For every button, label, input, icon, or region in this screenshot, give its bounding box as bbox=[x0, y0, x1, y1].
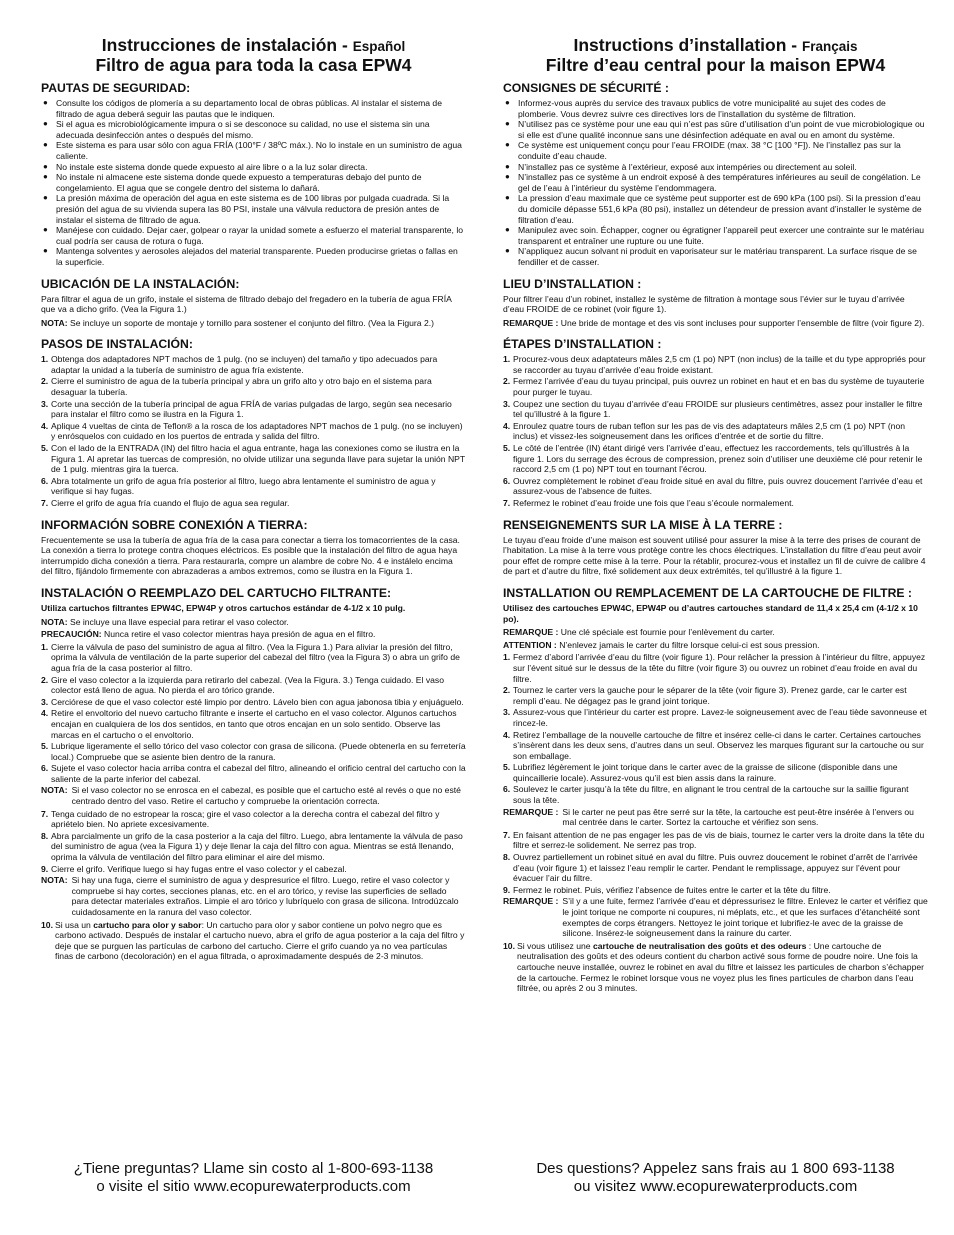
note-label: REMARQUE : bbox=[503, 317, 559, 328]
step-number: 3. bbox=[503, 398, 511, 409]
step-text: Obtenga dos adaptadores NPT machos de 1 pulg. (no se incluyen) del tamaño y tipo adecuados para adaptar la unidad a la tubería de suministro de agua fría existente. bbox=[51, 354, 438, 375]
step-number: 2. bbox=[41, 376, 49, 387]
ground-text: Frecuentemente se usa la tubería de agua fría de la casa para conectar a tierra los tomacorrientes de la casa. La conexión a tierra lo protege contra choques eléctricos. Es posible que la instalación del filtro de agua haya interrumpido dicha conexión a tierra. Para restaurarla, compre un alambre de cobre No. 4 e instálelo encima del filtro, fijándolo firmemente con abrazaderas a ambos extremos, como se ilustra en la Figura 1. bbox=[41, 534, 460, 577]
step-text: Abra totalmente un grifo de agua fría posterior al filtro, luego abra lentamente el suministro de agua y verifique si hay fugas. bbox=[51, 475, 436, 497]
cartridge-steps-continued bbox=[41, 809, 466, 875]
note-text: Si el vaso colector no se enrosca en el cabezal, es posible que el cartucho esté al revés o que no esté centrado dentro del vaso. Retire el cartucho y compruebe la orientación correcta. bbox=[71, 785, 461, 807]
step-item bbox=[41, 697, 466, 708]
cartridge-caution bbox=[503, 640, 928, 651]
step-text: Ouvrez complètement le robinet d’eau froide situé en aval du filtre, puis ouvrez doucement l’arrivée d’eau et assurez-vous de l’absence de fuites. bbox=[513, 475, 923, 497]
location-text: Para filtrar el agua de un grifo, instale el sistema de filtrado debajo del fregadero en la tubería de agua FRÍA que va a dicho grifo. (Vea la Figura 1.) bbox=[41, 293, 452, 315]
step-number: 7. bbox=[503, 498, 511, 508]
step-item bbox=[503, 885, 928, 896]
ground-heading: INFORMACIÓN SOBRE CONEXIÓN A TIERRA: bbox=[41, 517, 308, 532]
steps-heading: PASOS DE INSTALACIÓN: bbox=[41, 337, 193, 352]
step-item bbox=[503, 476, 928, 497]
step-item bbox=[503, 498, 928, 509]
step-text: Corte una sección de la tubería principal de agua FRÍA de varias pulgadas de largo, según sea necesario para instalar el filtro como se ilustra en la Figura 1. bbox=[51, 398, 452, 420]
step-text: Cierre la válvula de paso del suministro de agua al filtro. (Vea la Figura 1.) Para aliviar la presión del filtro, oprima la válvula de ventilación de la parte superior del cabezal del filtro (vea la Figura 3) o abra un grifo de agua fría de la casa posterior al filtro. bbox=[51, 641, 460, 673]
footer-website-line: o visite el sitio www.ecopurewaterproducts.com bbox=[96, 1178, 411, 1195]
title-language: Español bbox=[352, 39, 406, 54]
cartridge-caution bbox=[41, 629, 466, 640]
location-note bbox=[503, 318, 928, 329]
title-language: Français bbox=[801, 39, 858, 54]
step-text: Assurez-vous que l’intérieur du carter est propre. Lavez-le soigneusement avec de l’eau tiède savonneuse et rincez-le. bbox=[513, 707, 927, 728]
step-text: : Une cartouche de neutralisation des goûts et des odeurs contient du charbon activé sous forme de poudre noire. Une fois la cartouche neuve installée, ouvrez le robinet en aval du filtre et laissez les particules de charbon s’échapper de la cartouche. Fermez le robinet lorsque vous ne voyez plus les fines particules de charbon dans l’eau filtrée, ou après 2 ou 3 minutes. bbox=[517, 940, 925, 994]
step-item bbox=[41, 675, 466, 696]
step-text: Aplique 4 vueltas de cinta de Teflon® a la rosca de los adaptadores NPT machos de 1 pulg. (no se incluyen) y enrósquelos con cuidado en los puertos de entrada y salida del filtro. bbox=[51, 420, 463, 442]
cartridge-heading: INSTALACIÓN O REEMPLAZO DEL CARTUCHO FILTRANTE: bbox=[41, 585, 392, 600]
note-text: Se incluye un soporte de montaje y tornillo para sostener el conjunto del filtro. (Vea la Figura 2.) bbox=[69, 317, 434, 328]
step-item bbox=[41, 376, 466, 397]
step-item bbox=[41, 809, 466, 830]
french-column bbox=[503, 32, 928, 995]
note-text: Si hay una fuga, cierre el suministro de agua y despresurice el filtro. Luego, retire el vaso colector y compruebe si hay cortes, secciones planas, etc. en el aro tórico, y revise las superficies de sellado para detectar materiales extraños. Limpie el aro tórico y lubríquelo con grasa de silicona. Introdúzcalo cuidadosamente en la ranura del vaso colector. bbox=[71, 875, 459, 917]
step-item bbox=[41, 763, 466, 784]
step-number: 5. bbox=[41, 443, 49, 454]
step-text: Le côté de l’entrée (IN) étant dirigé vers l’arrivée d’eau, effectuez les raccordements, tels qu’illustrés à la figure 1. Lors du serrage des écrous de compression, prenez soin d’utiliser une deuxième clé pour retenir le raccord 2,5 cm (1 po) NPT tout en tournant l’écrou. bbox=[513, 443, 923, 475]
step-item bbox=[41, 498, 466, 509]
safety-item: ● No instale este sistema donde quede expuesto al aire libre o a la luz solar directa. bbox=[41, 162, 466, 173]
step-number: 5. bbox=[41, 741, 49, 752]
step-number: 5. bbox=[503, 443, 511, 454]
step-number: 2. bbox=[41, 674, 49, 685]
step-item bbox=[503, 685, 928, 706]
title-product: Filtre d’eau central pour la maison EPW4 bbox=[545, 55, 886, 75]
footer-website-line: ou visitez www.ecopurewaterproducts.com bbox=[573, 1178, 858, 1195]
contact-footer-es bbox=[41, 1160, 466, 1196]
step-number: 6. bbox=[41, 763, 49, 774]
step-number: 1. bbox=[41, 641, 49, 652]
step-item bbox=[41, 864, 466, 875]
caution-text: N’enlevez jamais le carter du filtre lorsque celui-ci est sous pression. bbox=[559, 639, 820, 650]
step-item bbox=[41, 399, 466, 420]
step-item bbox=[503, 707, 928, 728]
step-number: 6. bbox=[503, 475, 511, 486]
location-text: Pour filtrer l’eau d’un robinet, installez le système de filtration à montage sous l’évier sur le tuyau d’arrivée d’eau FROIDE de ce robinet (voir figure 1). bbox=[503, 293, 905, 315]
note-text: Se incluye una llave especial para retirar el vaso colector. bbox=[69, 616, 289, 627]
safety-item: ● Manipulez avec soin. Échapper, cogner ou égratigner l’appareil peut exercer une contrainte sur le matériau transparent et entraîner une rupture ou une fuite. bbox=[503, 225, 928, 246]
step-item bbox=[503, 421, 928, 442]
location-heading: LIEU D’INSTALLATION : bbox=[503, 276, 642, 291]
safety-item: ● Ce système est uniquement conçu pour l’eau FROIDE (max. 38 °C [100 °F]). Ne l’installez pas sur la conduite d’eau chaude. bbox=[503, 140, 928, 161]
cartridge-note bbox=[41, 617, 466, 628]
safety-item: ● Informez-vous auprès du service des travaux publics de votre municipalité au sujet des codes de plomberie. Vous devrez suivre ces directives lors de l’installation du système de filtration. bbox=[503, 98, 928, 119]
step-number: 10. bbox=[503, 940, 515, 951]
cartridge-step-10 bbox=[41, 920, 466, 962]
steps-heading: ÉTAPES D’INSTALLATION : bbox=[503, 337, 662, 352]
location-note bbox=[41, 318, 466, 329]
page-title-es bbox=[41, 36, 466, 75]
step-text: Coupez une section du tuyau d’arrivée d’eau FROIDE sur plusieurs centimètres, assez pour installer le filtre tel qu’illustré à la figure 1. bbox=[513, 398, 923, 420]
cartridge-steps bbox=[41, 642, 466, 785]
step-text: Tournez le carter vers la gauche pour le séparer de la tête (voir figure 3). Prenez garde, car le carter est rempli d’eau. Ne dégagez pas le grand joint torique. bbox=[513, 685, 907, 706]
step-item bbox=[41, 741, 466, 762]
step-number: 8. bbox=[503, 852, 511, 863]
step-item bbox=[41, 421, 466, 442]
note-label: NOTA: bbox=[41, 785, 68, 796]
safety-item: ● La presión máxima de operación del agua en este sistema es de 100 libras por pulgada cuadrada. Si la presión del agua de su vivienda supera las 80 PSI, instale una válvula reductora de presión antes de instalar el sistema de filtrado de agua. bbox=[41, 193, 466, 225]
step-emphasis: cartucho para olor y sabor bbox=[93, 919, 202, 930]
cartridge-subheading: Utilisez des cartouches EPW4C, EPW4P ou d’autres cartouches standard de 11,4 x 25,4 cm (4-1/2 x 10 po). bbox=[503, 602, 918, 624]
step-number: 9. bbox=[503, 884, 511, 895]
location-heading: UBICACIÓN DE LA INSTALACIÓN: bbox=[41, 276, 240, 291]
step-text: Lubrifiez légèrement le joint torique dans le carter avec de la graisse de silicone (disponible dans une quincaillerie locale). Assurez-vous qu’il est bien assis dans la rainure. bbox=[513, 762, 898, 783]
note-text: Une bride de montage et des vis sont incluses pour supporter l’ensemble de filtre (voir figure 2). bbox=[560, 317, 925, 328]
title-main: Instructions d’installation - bbox=[573, 35, 802, 55]
step-text: Abra parcialmente un grifo de la casa posterior a la caja del filtro. Luego, abra lentamente la válvula de paso del suministro de agua (vea la Figura 1) y deje llenar la caja del filtro con agua. Mientras se está llenando, oprima la válvula de ventilación del filtro para eliminar el aire del mismo. bbox=[51, 830, 463, 863]
step-item bbox=[503, 784, 928, 805]
safety-item: ● Este sistema es para usar sólo con agua FRÍA (100°F / 38ºC máx.). No lo instale en un suministro de agua caliente. bbox=[41, 140, 466, 161]
step-number: 5. bbox=[503, 762, 511, 773]
note-label: REMARQUE : bbox=[503, 627, 559, 638]
step-number: 1. bbox=[41, 354, 49, 365]
step-number: 4. bbox=[503, 729, 511, 740]
page-title-fr bbox=[503, 36, 928, 75]
spanish-column bbox=[41, 32, 466, 963]
step-number: 6. bbox=[503, 784, 511, 795]
step-number: 7. bbox=[41, 498, 49, 508]
note-label: REMARQUE : bbox=[503, 896, 559, 907]
install-steps bbox=[41, 354, 466, 508]
step-number: 2. bbox=[503, 376, 511, 387]
step-number: 10. bbox=[41, 919, 53, 930]
step-item bbox=[503, 730, 928, 762]
step-number: 4. bbox=[503, 420, 511, 431]
step-number: 3. bbox=[41, 398, 49, 409]
note-label: REMARQUE : bbox=[503, 806, 559, 817]
step-text: Procurez-vous deux adaptateurs mâles 2,5 cm (1 po) NPT (non inclus) de la taille et du type appropriés pour se raccorder au tuyau d’arrivée d’eau froide existant. bbox=[513, 354, 926, 375]
step-number: 4. bbox=[41, 708, 49, 719]
step-text: Lubrique ligeramente el sello tórico del vaso colector con grasa de silicona. (Puede obtenerla en su ferretería local.) Compruebe que se asiente bien dentro de la ranura. bbox=[51, 741, 466, 762]
safety-heading: CONSIGNES DE SÉCURITÉ : bbox=[503, 81, 669, 95]
safety-item: ● N’utilisez pas ce système pour une eau qui n’est pas sûre d’utilisation d’un point de vue microbiologique ou si elle est d’une qualité inconnue sans une désinfection adéquate en aval ou en amont du système. bbox=[503, 119, 928, 140]
note-text: Une clé spéciale est fournie pour l’enlèvement du carter. bbox=[560, 627, 775, 638]
install-steps bbox=[503, 354, 928, 508]
step-number: 6. bbox=[41, 475, 49, 486]
contact-footer-fr bbox=[503, 1160, 928, 1196]
step-number: 7. bbox=[503, 829, 511, 840]
safety-item: ● La pression d’eau maximale que ce système peut supporter est de 690 kPa (100 psi). Si la pression d’eau du domicile dépasse 551,6 kPa (80 psi), installez un détendeur de pression avant d’installer le système de filtration d’eau. bbox=[503, 193, 928, 225]
cartridge-note bbox=[503, 627, 928, 638]
step-text: Fermez le robinet. Puis, vérifiez l’absence de fuites entre le carter et la tête du filtre. bbox=[513, 884, 831, 895]
step-text: Con el lado de la ENTRADA (IN) del filtro hacia el agua entrante, haga las conexiones como se ilustra en la Figura 1. Al apretar las tuercas de compresión, no olvide utilizar una segunda llave para sujetar la unión NPT de 1 pulg. mientras gira la tuerca. bbox=[51, 443, 466, 475]
cartridge-note-2 bbox=[41, 785, 466, 806]
safety-list bbox=[41, 98, 466, 268]
step-number: 1. bbox=[503, 652, 511, 663]
step-number: 3. bbox=[41, 696, 49, 707]
cartridge-note-2 bbox=[503, 807, 928, 828]
step-item bbox=[503, 376, 928, 397]
step-number: 7. bbox=[41, 808, 49, 819]
note-label: NOTA: bbox=[41, 616, 68, 627]
step-text: Fermez l’arrivée d’eau du tuyau principal, puis ouvrez un robinet en haut et en bas du système de tuyauterie pour purger le tuyau. bbox=[513, 376, 925, 398]
step-text: Sujete el vaso colector hacia arriba contra el cabezal del filtro, alineando el orificio central del cartucho con la saliente de la parte inferior del cabezal. bbox=[51, 763, 466, 784]
cartridge-steps bbox=[503, 652, 928, 805]
cartridge-steps-continued bbox=[503, 830, 928, 896]
step-text: : Un cartucho para olor y sabor contiene un polvo negro que es carbono activado. Después de instalar el cartucho nuevo, abra el grifo de agua posterior a la caja del filtro y deje que se purguen las partículas de carbono del cartucho. Cierre el grifo cuando ya no vea partículas finas de carbono (decoloración) en el agua filtrada, o aproximadamente después de 2-3 minutos. bbox=[55, 919, 465, 962]
footer-phone-line: ¿Tiene preguntas? Llame sin costo al 1-800-693-1138 bbox=[73, 1160, 434, 1177]
step-item bbox=[41, 642, 466, 674]
step-item bbox=[503, 762, 928, 783]
step-number: 1. bbox=[503, 354, 511, 365]
step-text: Ouvrez partiellement un robinet situé en aval du filtre. Puis ouvrez doucement le robinet d’arrêt de l’arrivée d’eau (voir figure 1) et laissez l’eau remplir le carter. Pendant le remplissage, appuyez sur l’évent pour évacuer l’air du filtre. bbox=[513, 852, 918, 884]
step-item bbox=[41, 354, 466, 375]
step-text: Soulevez le carter jusqu’à la tête du filtre, en alignant le trou central de la cartouche sur la saillie figurant sous la tête. bbox=[513, 784, 909, 806]
cartridge-note-3 bbox=[503, 896, 928, 938]
step-number: 4. bbox=[41, 420, 49, 431]
step-item bbox=[503, 652, 928, 684]
step-item bbox=[41, 443, 466, 475]
step-text: Tenga cuidado de no estropear la rosca; gire el vaso colector a la derecha contra el cabezal del filtro y apriételo bien. No apriete excesivamente. bbox=[51, 808, 440, 830]
step-number: 9. bbox=[41, 863, 49, 874]
step-text: Cierre el suministro de agua de la tubería principal y abra un grifo alto y otro bajo en el sistema para desaguar la tubería. bbox=[51, 376, 432, 398]
safety-item: ● N’appliquez aucun solvant ni produit en vaporisateur sur le matériau transparent. La surface risque de se fendiller et de casser. bbox=[503, 246, 928, 267]
step-text: Cierre el grifo de agua fría cuando el flujo de agua sea regular. bbox=[51, 498, 290, 508]
step-text: En faisant attention de ne pas engager les pas de vis de biais, tournez le carter vers la droite dans la tête du filtre et serrez-le solidement. Ne serrez pas trop. bbox=[513, 829, 925, 851]
cartridge-step-10 bbox=[503, 941, 928, 994]
step-number: 8. bbox=[41, 830, 49, 841]
footer-phone-line: Des questions? Appelez sans frais au 1 800 693-1138 bbox=[536, 1160, 895, 1177]
step-text: Retire el envoltorio del nuevo cartucho filtrante e inserte el cartucho en el vaso colector. Algunos cartuchos encajan en cualquiera de los dos sentidos, en tanto que otros encajan en un solo sentido. Observe las marcas en el cartucho o el envoltorio. bbox=[51, 708, 457, 740]
safety-item: ● Consulte los códigos de plomería a su departamento local de obras públicas. Al instalar el sistema de filtrado de agua deberá seguir las pautas que le indiquen. bbox=[41, 98, 466, 119]
title-main: Instrucciones de instalación - bbox=[101, 35, 353, 55]
cartridge-heading: INSTALLATION OU REMPLACEMENT DE LA CARTOUCHE DE FILTRE : bbox=[503, 585, 912, 600]
cartridge-note-3 bbox=[41, 875, 466, 917]
caution-text: Nunca retire el vaso colector mientras haya presión de agua en el filtro. bbox=[104, 629, 376, 640]
step-item bbox=[503, 830, 928, 851]
safety-item: ● Manéjese con cuidado. Dejar caer, golpear o rayar la unidad somete a esfuerzo el material transparente, lo cual podría ser causa de rotura o fuga. bbox=[41, 225, 466, 246]
step-text: Retirez l’emballage de la nouvelle cartouche de filtre et insérez celle-ci dans le carter. Certaines cartouches s’insèrent dans les deux sens, d’autres dans un seul. Observez les marques figurant sur la cartouche ou sur son emballage. bbox=[513, 729, 924, 761]
step-text: Refermez le robinet d’eau froide une fois que l’eau s’écoule normalement. bbox=[513, 498, 794, 508]
step-text: Si vous utilisez une bbox=[517, 940, 593, 951]
safety-item: ● Mantenga solventes y aerosoles alejados del material transparente. Pueden producirse grietas o fallas en la superficie. bbox=[41, 246, 466, 267]
step-item bbox=[41, 708, 466, 740]
title-product: Filtro de agua para toda la casa EPW4 bbox=[95, 55, 412, 75]
step-text: Fermez d’abord l’arrivée d’eau du filtre (voir figure 1). Pour relâcher la pression à l’intérieur du filtre, appuyez sur l’évent situé sur le dessus de la tête du filtre (voir figure 3) ou ouvrez un robinet d’eau froide en aval du filtre. bbox=[513, 652, 926, 684]
step-text: Cierre el grifo. Verifique luego si hay fugas entre el vaso colector y el cabezal. bbox=[51, 863, 347, 874]
cartridge-subheading: Utiliza cartuchos filtrantes EPW4C, EPW4P y otros cartuchos estándar de 4-1/2 x 10 pulg. bbox=[41, 602, 406, 613]
step-text: Si usa un bbox=[55, 919, 94, 930]
step-item bbox=[41, 831, 466, 863]
ground-text: Le tuyau d’eau froide d’une maison est souvent utilisé pour assurer la mise à la terre des prises de courant de l’habitation. La mise à la terre vous protège contre les chocs électriques. L’installation du filtre d’eau peut avoir pour effet de rompre cette mise à la terre. Pour la rétablir, procurez-vous et installez un fil de cuivre de calibre 4 de part et d’autre du filtre, fixé solidement aux deux extrémités, tel qu’illustré à la figure 1. bbox=[503, 534, 926, 577]
step-item bbox=[41, 476, 466, 497]
note-text: Si le carter ne peut pas être serré sur la tête, la cartouche est peut-être insérée à l’envers ou mal centrée dans le carter. Sortez la cartouche et vérifiez son sens. bbox=[562, 806, 914, 828]
step-item bbox=[503, 443, 928, 475]
safety-heading: PAUTAS DE SEGURIDAD: bbox=[41, 81, 191, 95]
step-text: Enroulez quatre tours de ruban teflon sur les pas de vis des adaptateurs mâles 2,5 cm (1 po) NPT (non inclus) et vissez-les soigneusement dans les orifices d’entrée et de sortie du filtre. bbox=[513, 420, 906, 442]
step-item bbox=[503, 354, 928, 375]
step-item bbox=[41, 920, 466, 962]
note-label: NOTA: bbox=[41, 875, 68, 886]
safety-item: ● N’installez pas ce système à un endroit exposé à des températures inférieures au seuil de congélation. Le gel de l’eau à l’intérieur du système l’endommagera. bbox=[503, 172, 928, 193]
ground-heading: RENSEIGNEMENTS SUR LA MISE À LA TERRE : bbox=[503, 517, 783, 532]
safety-item: ● N’installez pas ce système à l’extérieur, exposé aux intempéries ou directement au soleil. bbox=[503, 162, 928, 173]
caution-label: PRECAUCIÓN: bbox=[41, 629, 102, 640]
safety-list bbox=[503, 98, 928, 268]
step-number: 2. bbox=[503, 685, 511, 696]
step-text: Gire el vaso colector a la izquierda para retirarlo del cabezal. (Vea la Figura. 3.) Tenga cuidado. El vaso colector está lleno de agua. No pierda el aro tórico grande. bbox=[51, 674, 444, 696]
step-number: 3. bbox=[503, 707, 511, 718]
step-item bbox=[503, 941, 928, 994]
step-item bbox=[503, 852, 928, 884]
note-text: S’il y a une fuite, fermez l’arrivée d’eau et dépressurisez le filtre. Enlevez le carter et vérifiez que le joint torique ne comporte ni coupures, ni méplats, etc., et que les surfaces d’étanchéité sont exemptes de corps étrangers. Nettoyez le joint torique et lubrifiez-le avec de la graisse de silicone. Insérez-le soigneusement dans la rainure du carter. bbox=[562, 896, 928, 939]
step-item bbox=[503, 399, 928, 420]
step-emphasis: cartouche de neutralisation des goûts et des odeurs bbox=[592, 940, 807, 951]
caution-label: ATTENTION : bbox=[503, 639, 557, 650]
step-text: Cerciórese de que el vaso colector esté limpio por dentro. Lávelo bien con agua jabonosa tibia y enjuáguelo. bbox=[51, 696, 464, 707]
note-label: NOTA: bbox=[41, 317, 68, 328]
safety-item: ● No instale ni almacene este sistema donde quede expuesto a temperaturas debajo del punto de congelamiento. El agua que se congele dentro del sistema lo dañará. bbox=[41, 172, 466, 193]
safety-item: ● Si el agua es microbiológicamente impura o si se desconoce su calidad, no use el sistema sin una adecuada desinfección antes o después del mismo. bbox=[41, 119, 466, 140]
